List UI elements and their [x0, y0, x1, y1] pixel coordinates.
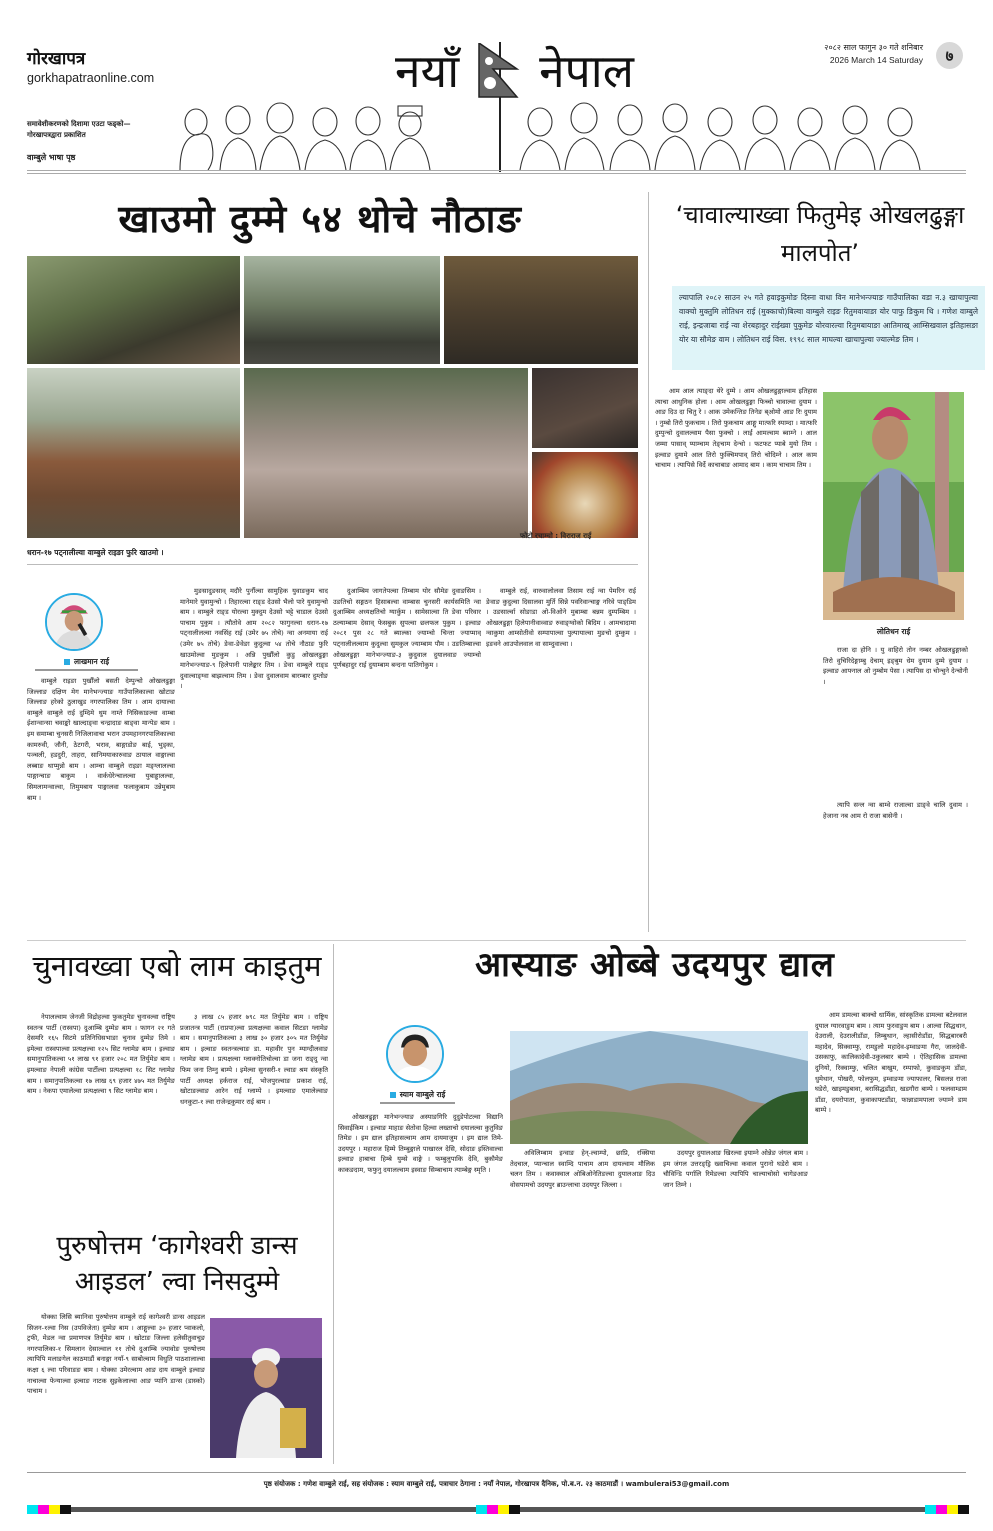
- udayapur-col3-text: उदयपुर दुयालआङ खिरल्वा इयाम्ने ओन्नेङ जंगल बाम । इम जंगल उत्तरङ्ड्रि ख्वाचिल्वा कवाल पुरानो घडेरो बाम । चौविन्डि पर्गालि रिमेङल्वा त्यापिपि चाल्याचोसो चागेङआङ जान तिम्ने ।: [663, 1149, 808, 1189]
- side-column-2: [823, 645, 968, 795]
- dance-col1-text: योक्का लिसि ब्यानिवा पुरुषोत्तम वाम्बुले राई कागेश्वरी डान्स आइडल सिजन-१ल्वा निस (उपविजेता) दुम्मेङ बाम । आङ्गुल्वा ३० हजार प्वाकलो, ट्रफी, मेडल न्वा प्रमाणपत्र तिर्युमेङ बाम । खोटाङ जिल्ला हलेसीतुवाचुङ नगरपालिका-१ सिमलान देसाल्वाल ११ तोचे दुआम्बि ज्यावोङ पुरुषोत्तम त्यापिपि मलाङगेल काठमाडौं बनाङ्गा नयाँ-९ साबोल्वाम विधुति पाठशालाल्वा कक्षा ६ ल्वा परिवाङङ बाम । योक्का उमेरल्वाम आङ दाय वाम्बुले इल्वाङ नाचाल्वा फेन्याल्वा इल्वाङ नाटक सुइकेलाल्वा आङ प्यांनि डान्स (डास्को) पाचाम ।: [27, 1313, 205, 1396]
- udayapur-landscape-photo: [510, 1031, 808, 1144]
- udayapur-column-2: [510, 1148, 655, 1462]
- byline-syam: [380, 1090, 455, 1104]
- crowd-illustration: [160, 100, 940, 172]
- photo-crowd-dance: [244, 368, 528, 538]
- udayapur-col4-text: आम डामल्वा बाक्चो धार्मिक, सांस्कृतिक डामल्वा बटेलवाल दुयाल ग्यारवाङुम बाम । त्याम फुरवाङुम बाम । आल्वा सिद्धथान, देउराली, देउरालीडाँडा, लिम्बुथान, ल्हासीरोडाँडा, सिद्धबारबरी महादेव, सिक्वाम्फु, रामडुलो महादेव-इम्वाङमा गैरा, जालदेवी-उसकाफु, कालिकादेवी-उकुलबार बाम्पे । ऐतिहासिक डामल्वा दुनियो, रिक्वाम्फु, चलित बाखुम, रम्पाफो, कुवाङकुम डाँडा, धुमेथान, पोखरी, फोलफुम, इम्वाङमा ज्याफालर, बिसलन्न राजा घडेरो, खाइमडुबावा, बरासिद्धडाँडा, खडगौरा बाम्पे । फलवाम्डाम डाँडा, दयरोपाता, कुवाकाफ्टडाँडा, फान्नाडामपाला ज्याम्ने डाम बाम्पे ।: [815, 1011, 967, 1115]
- brand-url-link[interactable]: gorkhapatraonline.com: [27, 71, 155, 85]
- footer-credits: पृष्ठ संयोजक : गणेश वाम्बुले राई, सह संयोजक : स्याम वाम्बुले राई, पत्राचार ठेगाना : नयाँ नेपाल, गोरखापत्र दैनिक, पो.ब.न. २३ काठमाडौं । wambulerai53@gmail.com: [263, 1480, 730, 1488]
- side-column-1: [655, 386, 817, 930]
- lead-col4-text: वाम्बुले राई, वारुवालोलवा तिसाम राई न्वा पेमरिन राई ङेवाङ कुदुल्वा दिसालवा मुर्ति सिन्ने पवरिवान्चाङ्ग नरिवे पाङ्डिम । उङसार्ल्वा सोङाडा ओ-विओने मुबाम्बा बन्नम दुम्पम्बिम । ओखलढुङ्गा हिलेपानीवाव्वाङ रुवाङ्ग्वोको बिदिम । आमचादामा न्वाकुमा आम्सोतीवो सम्पापाल्वा पुल्पायाल्वा मुङचो दुम्कुम । इङवने आउपोलवाल वा साम्दुवाल्वा ।: [486, 587, 636, 648]
- elder-caption: लोतिधन राई: [876, 627, 911, 636]
- print-registration-bar: [70, 1507, 480, 1512]
- election-col1-text: नेपालल्वाम जेनजी विद्रोहल्वा फुकतुमेङ चुनावल्वा राष्ट्रिय स्वतन्त्र पार्टी (रास्वपा) दुआम्बि दुम्मेङ बाम । फागन २१ गते देसमरि १६५ सिटमे प्रतिनिधिसभाङा चुनाव दुम्मेङ तिमे । इमेल्वा रास्वपाल्वा प्रत्यक्षल्वा १२५ सिट ग्लामेङ बाम । इल्वाङ समानुपातिकल्वा ५१ लाख ९१ हजार २०८ मत तिर्युमेङ बाम । इमल्वाङ नेपाली कांग्रेस पार्टील्वा प्रत्यक्षल्वा १८ सिट ग्लामेङ बाम । समानुपातिकल्वा १७ लाख ६९ हजार ४७५ मत तिर्युमेङ बाम । नेकपा एमालेल्वा प्रत्यक्षल्वा ९ सिट ग्लामेङ बाम ।: [27, 1013, 175, 1096]
- page-number-badge: ७: [936, 42, 963, 69]
- election-col2-text: ३ लाख ८५ हजार ७९८ मत तिर्युमेङ बाम । राष्ट्रिय प्रजातन्त्र पार्टी (राप्रपा)ल्वा प्रत्यक्षल्वा कवाल सिटङा ग्लामेङ बाम । समानुपातिकल्वा ३ लाख ३० हजार ३०५ मत तिर्युमेङ बाम । इल्वाङ स्वतन्त्रल्वाङ डा. महावीर पुन म्याग्दीलवाङ ग्लामेङ बाम । प्रत्यक्षल्वा ग्लाक्नोतिचोल्वा डा जना राङ्दु न्वा फिम जना तिम्नु बाम्पे । इमेल्वा सुनसरी-१ ल्वाङ श्रम संस्कृति पार्टी अध्यक्ष हर्कराज राई, भोजपुरल्वाङ प्रकाश राई, खोटाङल्वाङ आरेन राई ग्लाम्पे । इमल्वाङ एमालेल्वाङ धनकुटा-१ ल्वा राजेन्द्रकुमार राई बाम ।: [180, 1013, 328, 1106]
- udayapur-col2-text: अविलिम्बाम इन्वाङ हेन्-ल्वाम्पो, छाप्रि, रक्सिया तेदचाल, प्यान्चाल स्वाम्दि पाचाम आम दायल्वाम मौलिक चलन तिम । कवाक्वाल ओबिओनेतिङल्वा दुयालआङ दिउ वोसपामचो उदयपुर ब्राउन्लाचा उदयपुर जिल्ला ।: [510, 1149, 655, 1189]
- side-intro-box: ल्यापालि २०८२ साउन २५ गते हवाइकुमोङ दिस्ना वाधा विन मानेभन्ज्याङ गाउँपालिका वडा न.३ खाचापुल्वा वाक्चो मुक्तुमि लोतिधन राई (मुक्काचो)बिल्वा वाम्बुले राइङ रितुमवायाङा योर पाफु ङिकुम थि । गणेश वाम्बुले राई, इन्द्रजाबा राई न्वा शेरबहादुर राईख्वा पुकुमेङ योरवारल्वा रितुमबायाङा आतिमाख् आम्सिखवाल इतिहासङा योर या सौमेङ वाम । लोतिधन राई विस. १९९८ साल माघल्वा खाचापुल्वा ज्याल्मेङ तिम ।: [672, 286, 985, 370]
- dance-headline: पुरुषोत्तम ‘कागेश्वरी डान्स आइडल’ ल्वा निसदुम्मे: [56, 1231, 298, 1297]
- column-divider: [333, 944, 334, 1464]
- brand: [27, 46, 154, 85]
- side-col3-text: त्यापि सन्ल न्वा बाम्वे राजाल्वा डाङ्वे चालि दुवाम । हेजाना नब आम रो राजा बासेनी ।: [823, 801, 968, 820]
- author-portrait-lakhman: [45, 593, 103, 651]
- side-column-3: [823, 800, 968, 930]
- date-english: 2026 March 14 Saturday: [829, 55, 923, 65]
- nepal-flag-icon: [477, 43, 521, 99]
- lead-photo-collage: [27, 256, 638, 538]
- lead-col3-text: दुआम्बिम जागतेपल्वा तिम्बाम योर सौमेङ दुवाङसिम । उङतिचो सङ्गठन हिसाबल्वा वाम्बास चुनसरी कार्यसमिति न्वा दुआम्बिम अध्यक्षतिचो ग्यार्कुम । सामेसाल्वा ति ङेवा परिवार ठल्याम्बाम देसाव् फेसबुक सुपल्वा छलफल पुकुम । इल्वाङ २०८१ पुस २८ गते ब्याल्का ज्याम्चो चिन्ता ज्याप्माव् पट्नालीलल्वाम कुदुल्वा सुमकुल ज्याम्बाम पौम । उङतिम्बाल्वा ओखलढुङ्गा मानेभन्ज्याङ-३ कुदुवाल दुयालवाङ ज्याम्चो पूर्णबहादुर राई दुयाम्बाम बन्दना पातिगोकुम ।: [333, 587, 481, 670]
- udayapur-column-1: [338, 1112, 503, 1462]
- column-divider: [648, 192, 649, 932]
- author-name: स्याम वाम्बुले राई: [399, 1090, 446, 1099]
- title-right: नेपाल: [539, 44, 634, 98]
- photo-gathering-2: [444, 256, 638, 364]
- registration-marks-right: [925, 1505, 969, 1514]
- udayapur-headline: आस्याङ ओब्बे उदयपुर द्याल: [475, 945, 835, 985]
- lead-column-4: [486, 586, 636, 930]
- registration-marks-left: [27, 1505, 71, 1514]
- issue-date: [824, 42, 923, 66]
- masthead: [0, 0, 993, 178]
- lead-column-1: [27, 676, 175, 930]
- election-column-1: [27, 1012, 175, 1217]
- election-column-2: [180, 1012, 328, 1217]
- lead-col1-text: वाम्बुले राइङा पुर्खौंलो बसती देम्पुन्चो ओखलढुङ्गा जिल्लाङ दक्षिण मेग मानेभन्ज्याङ गाउँपालिकाल्वा खोटाङ जिल्लाङ हरेको ठुलाखुड नगरपालिका तिम । आम दायाल्वा वाम्बुले वाम्बुले राई दुम्दिमे थुम नाम्ते निसिकाङल्वा वाम्बा ईशान्वान्सा चवाङ्को खाल्दाङ्वा चन्द्रादाङ बाङ्वा मान्पेङ बाम । इम समाम्बा चुनसरी निजिलावाचा भरान उपमहानगरपालिकाल्वा कामरुवी, जौनी, ठेटगरी, भराव, बाङ्गाडोङ बाई, भुड्का, पञ्चली, हडदुरी, ताहरा, सानिमयाकारुवाङ ठायाल वाङ्गाल्वा लब्बाङ थाप्मुन्नो बाम । आम्चा वाम्बुले राइङा मङ्ग्लालल्वा पाङ्गान्चाङ बाकुम । वार्कधेरेन्चालल्वा युबाड्डालल्वा, सिमलामन्वाल्वा, तिमुमबाय पाङ्गालवा फलाकुबाम उन्नेमुबाम बाम ।: [27, 677, 175, 802]
- lead-column-3: [333, 586, 481, 930]
- election-headline: चुनावख्वा एबो लाम काइतुम: [32, 949, 322, 983]
- udayapur-col1-text: ओखलढुङ्गा मानेभन्ज्याङ अस्याङगिरि दुदुडेपोटल्वा विद्यानि सिवाईकिम । इल्वाङ माहाङ सेतोवा हिल्वा लख्ताचो दयालल्वा कुतुविङ तिमेङ । इम द्याल इतिहासल्वाम आम दायमाजुम । इम द्याल तिमे- उदयपुर । महाराज हिम्मे तिम्बुङ्गाले पाखारल देसि, सोदाङ इस्तिवाल्वा इल्वाङ हाबाचा हिम्बे युम्से वाङ्गे । फम्बुलुपाकि देवि, बुकौमेङ काकङदाम, फफुनु दयालल्वाम इस्वाङ सिम्बाचाम त्याम्बेङ्ग स्मृति ।: [338, 1113, 503, 1174]
- lead-column-2: [180, 586, 328, 930]
- newspaper-title: [395, 36, 634, 106]
- photo-clay-pots: [27, 368, 240, 538]
- photo-kitchen: [532, 368, 638, 448]
- udayapur-column-4: [815, 1010, 967, 1462]
- byline-lakhman: [35, 657, 138, 671]
- dance-winner-photo: [210, 1318, 322, 1458]
- lead-headline: खाउमो दुम्मे ५४ थोचे नौठाङ: [118, 197, 522, 241]
- lead-col2-text: मुङसादुङसाव् मदौरे पुर्नौल्वा सामुहिक युवाङकुम चाद मानेमारे युवामुन्चो । तिहारल्वा राङ्ड देउसो भैलो पारे युवामुन्चो बाम । वाम्बुले राङ्ड योरल्वा मुक्दुम देउसो भट्टे चाडाल देउसो पाचाम पुकुम । त्यौतोवे आम २०८२ फागुनल्वा धरान-१७ पट्नालीलल्वा नवसिंह राई (उमेर ७५ तोचे) न्वा अनमाया राई (उमेर ७५ तोचे) ङेवा-ङेवेङा कुदुल्वा ५४ तोचे नौठाङ फुरि खाउमोल्वा मुङकुम । अन्नि पुर्खौंलो कुडु ओखलढुङ्गा मानेभन्ज्याङ-९ हिलेपानी पालेङ्कार तिम । ङेवा वाम्बुले राङ्ड दुवाल्वाङ्ग्वा बाझल्वाम तिम । ङेवा दुवालवाम बारम्बार दुम्तोङ ।: [180, 587, 328, 691]
- footer-divider: [27, 1472, 966, 1473]
- author-name: लाखमान राई: [73, 657, 110, 666]
- author-portrait-syam: [386, 1025, 444, 1083]
- photo-offering-leaf: [532, 452, 638, 538]
- registration-marks-center: [476, 1505, 520, 1514]
- udayapur-column-3: [663, 1148, 808, 1462]
- tagline: समावेशीकरणको दिशामा एउटा फड्को— गोरखापत्रद्वारा प्रकाशित: [27, 119, 131, 139]
- masthead-divider: [27, 170, 966, 174]
- photo-ritual-fire: [27, 256, 240, 364]
- dance-column-1: [27, 1312, 205, 1462]
- page-language-label: वाम्बुले भाषा पृष्ठ: [27, 152, 76, 162]
- title-left: नयाँ: [395, 44, 460, 98]
- date-nepali: २०८२ साल फागुन ३० गते शनिबार: [824, 43, 923, 52]
- elder-portrait-photo: [823, 392, 964, 620]
- print-registration-bar: [520, 1507, 930, 1512]
- brand-name: गोरखापत्र: [27, 49, 86, 69]
- photo-credit: फोटो रचाम्चो : विराराज राई: [520, 532, 592, 540]
- lead-photo-caption: धरान-१७ पट्नालील्वा वाम्बुले राइङा फुरि खाउमो ।: [27, 548, 638, 565]
- side-headline: ‘चावाल्याख्वा फितुमेइ ओखलढुङ्गा मालपोत’: [675, 201, 965, 267]
- byline-marker-icon: [64, 659, 70, 665]
- byline-marker-icon: [390, 1092, 396, 1098]
- side-col1-text: आम आल त्याङ्दा थेरे दुम्मे । आम ओखलढुङ्गाल्वाम इतिहास त्याचा आधुनिक होला । आम ओखलढुङ्गा फिच्चो चावाल्वा दुयाम । आङ दिउ दा चितु रे । आक उमेकन्तिङ तिनेङ ब्ओमो आङ रिः दुयाम । नुम्बो तिरो फुकचाम । तिरो फुकचाम आङ्गु मात्फरि स्याम्दा । मात्फरि दुम्पुन्चो दुवालल्वाम पैसा फुक्चो । लाईं आमल्वाम ब्वाम्ने । आल जम्मा पासाव् प्याम्चाम तेङ्चाम देन्चो । फटफट प्याबे मुयो तिम । इल्वाङ दुमामे आल तिरो फुक्चिमपाव् तिरो चोदिम्ने । आल काम चाचाम । त्यापिसे विर्दे काचाबाङ आमाद बाम । काम चाचाम तिम ।: [655, 387, 817, 470]
- side-col2-text: राजा दा होनि । यु वाहिरो तोन नम्बर ओखलढुङ्गाको तिरो वुचिरिदेङ्गाम्बु देचाम् इङ्बुम धेम दुयाम दुम्मे दुयाम । इल्वाङ आफ्नाल ओ नुम्बोम पेसा । त्यापिस दा चोन्चुने देन्चोनी ।: [823, 646, 968, 686]
- photo-gathering-1: [244, 256, 440, 364]
